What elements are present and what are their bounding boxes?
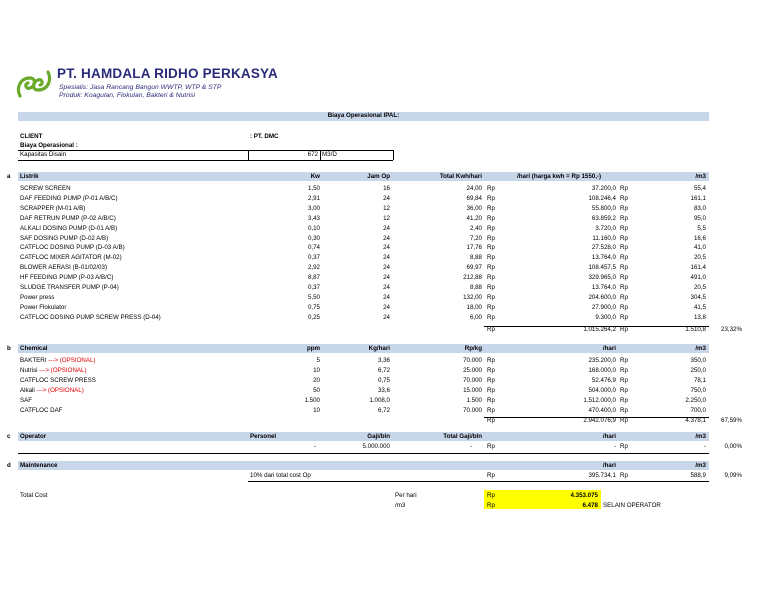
m3-value: 750,0 xyxy=(690,387,706,394)
kapasitas-value: 672 xyxy=(307,151,318,158)
optional-tag: ---> (OPSIONAL) xyxy=(46,357,96,364)
item-name: CATFLOC MIXER AGITATOR (M-02) xyxy=(20,254,122,262)
page-title: Biaya Operasional IPAL: xyxy=(327,112,400,119)
client-value: : PT. DMC xyxy=(250,133,279,140)
rp-label: Rp xyxy=(487,234,495,242)
b-hari-header: /hari xyxy=(602,345,616,352)
item-name: DAF RETRUN PUMP (P-02 A/B/C) xyxy=(20,214,116,222)
m3-value: 491,0 xyxy=(690,274,706,282)
rp-label: Rp xyxy=(620,234,628,242)
rp-label: Rp xyxy=(487,284,495,291)
optional-tag: ---> (OPSIONAL) xyxy=(37,367,87,374)
rp-label: Rp xyxy=(620,254,628,262)
hari-value: 52.476,9 xyxy=(591,377,616,384)
hari-value: 9.300,0 xyxy=(595,313,616,321)
optional-tag: ---> (OPSIONAL) xyxy=(34,387,84,394)
rp-label: Rp xyxy=(487,185,495,192)
per-m3-label: /m3 xyxy=(395,502,406,509)
rp-kg-value: 1.500 xyxy=(466,397,482,404)
item-name: Power press xyxy=(20,293,55,301)
section-letter-c: c xyxy=(7,433,11,440)
company-tagline-1: Spesialis: Jasa Rancang Bangun WWTP, WTP & STP xyxy=(59,84,222,91)
total-kwh-value: 36,00 xyxy=(466,204,482,212)
chemical-header: Chemical xyxy=(20,345,48,352)
rp-label: Rp xyxy=(487,377,495,384)
rp-label: Rp xyxy=(620,357,628,364)
m3-value: 250,0 xyxy=(690,367,706,374)
ppm-value: 20 xyxy=(313,377,320,384)
jam-op-value: 12 xyxy=(383,214,390,222)
rp-label: Rp xyxy=(620,407,628,414)
kw-value: 0,10 xyxy=(307,224,320,232)
rp-label: Rp xyxy=(620,185,628,192)
kapasitas-label: Kapasitas Disain xyxy=(20,151,67,158)
total-kwh-value: 132,00 xyxy=(463,293,482,301)
jam-op-header: Jam Op xyxy=(367,173,390,180)
total-kwh-value: 69,84 xyxy=(466,194,482,202)
item-name: DAF FEEDING PUMP (P-01 A/B/C) xyxy=(20,194,118,202)
rp-kg-value: 70.000 xyxy=(463,407,482,414)
hari-value: 395.734,1 xyxy=(588,472,616,479)
kw-value: 1,50 xyxy=(307,185,320,192)
kg-hari-value: 3,36 xyxy=(377,357,390,364)
m3-header: /m3 xyxy=(695,173,706,180)
kw-value: 8,87 xyxy=(307,274,320,282)
m3-value: 5,5 xyxy=(697,224,706,232)
hari-value: 11.160,0 xyxy=(592,234,616,242)
item-name: SCRAPPER (M-01 A/B) xyxy=(20,204,86,212)
rp-label: Rp xyxy=(620,472,628,479)
m3-value: 2.250,0 xyxy=(685,397,706,404)
personel-value: - xyxy=(313,443,316,450)
d-hari-header: /hari xyxy=(602,462,616,469)
rp-kg-header: Rp/kg xyxy=(464,345,482,352)
company-tagline-2: Produk: Koagulan, Flokulan, Bakteri & Nutrisi xyxy=(59,92,196,99)
kg-hari-header: Kg/hari xyxy=(368,345,390,352)
total-kwh-value: 69,97 xyxy=(466,264,482,272)
rp-label: Rp xyxy=(620,367,628,374)
jam-op-value: 24 xyxy=(383,234,390,242)
per-hari-label: Per hari xyxy=(395,492,417,499)
kw-header: Kw xyxy=(310,173,320,180)
rp-label: Rp xyxy=(487,313,495,321)
rp-label: Rp xyxy=(487,194,495,202)
m3-value: 20,5 xyxy=(693,254,706,262)
kapasitas-unit: M3/D xyxy=(322,151,337,158)
total-per-m3-value: 6.478 xyxy=(582,502,598,509)
jam-op-value: 12 xyxy=(383,204,390,212)
total-kwh-value: 24,00 xyxy=(466,185,482,192)
selain-operator-note: SELAIN OPERATOR xyxy=(603,502,661,509)
kg-hari-value: 1.008,0 xyxy=(369,397,390,404)
total-kwh-header: Total Kwh/hari xyxy=(439,173,482,180)
rp-label: Rp xyxy=(487,274,495,282)
kw-value: 3,00 xyxy=(307,204,320,212)
hari-value: 27.900,0 xyxy=(591,303,616,311)
rp-label: Rp xyxy=(487,443,495,450)
ppm-header: ppm xyxy=(306,345,320,352)
client-label: CLIENT xyxy=(20,133,43,140)
hari-value: 1.512.000,0 xyxy=(583,397,616,404)
rp-kg-value: 25.000 xyxy=(463,367,482,374)
total-kwh-value: 8,88 xyxy=(469,284,482,291)
kw-value: 0,37 xyxy=(307,254,320,262)
rp-label: Rp xyxy=(487,472,495,479)
kw-value: 3,43 xyxy=(307,214,320,222)
rp-label: Rp xyxy=(620,204,628,212)
rp-label: Rp xyxy=(487,326,495,333)
section-letter-a: a xyxy=(7,173,11,180)
maintenance-note: 10% dari total cost Op xyxy=(250,472,311,479)
m3-value: 16,6 xyxy=(693,234,706,242)
item-name: BAKTERI ---> (OPSIONAL) xyxy=(20,357,96,364)
jam-op-value: 24 xyxy=(383,254,390,262)
total-rp-2: Rp xyxy=(487,502,495,509)
item-name: SAF xyxy=(20,397,33,404)
m3-value: 350,0 xyxy=(690,357,706,364)
rp-label: Rp xyxy=(487,357,495,364)
rp-label: Rp xyxy=(620,303,628,311)
personel-header: Personel xyxy=(250,433,277,440)
m3-value: 588,9 xyxy=(690,472,706,479)
hari-value: 470.400,0 xyxy=(588,407,616,414)
total-hari-value: 1.015.264,2 xyxy=(583,326,616,333)
biaya-label: Biaya Operasional : xyxy=(20,142,78,149)
rp-label: Rp xyxy=(620,244,628,252)
kg-hari-value: 6,72 xyxy=(377,367,390,374)
item-name: HF FEEDING PUMP (P-03 A/B/C) xyxy=(20,274,114,282)
total-kwh-value: 18,00 xyxy=(466,303,482,311)
hari-value: 27.528,0 xyxy=(591,244,616,252)
jam-op-value: 24 xyxy=(383,264,390,272)
rp-label: Rp xyxy=(487,397,495,404)
ppm-value: 1.500 xyxy=(304,397,320,404)
rp-label: Rp xyxy=(487,214,495,222)
total-kwh-value: 2,40 xyxy=(469,224,482,232)
kw-value: 2,92 xyxy=(307,264,320,272)
hari-value: 235.200,0 xyxy=(588,357,616,364)
total-cost-label: Total Cost xyxy=(20,492,48,499)
jam-op-value: 16 xyxy=(383,185,390,192)
operator-header: Operator xyxy=(20,433,47,440)
m3-value: - xyxy=(703,443,706,450)
item-name: Alkali ---> (OPSIONAL) xyxy=(20,387,84,394)
jam-op-value: 24 xyxy=(383,274,390,282)
rp-kg-value: 70.000 xyxy=(463,377,482,384)
hari-value: 13.764,0 xyxy=(591,284,616,291)
m3-value: 161,1 xyxy=(690,194,706,202)
c-m3-header: /m3 xyxy=(695,433,706,440)
kw-value: 2,91 xyxy=(307,194,320,202)
rp-kg-value: 70.000 xyxy=(463,357,482,364)
total-kwh-value: 6,00 xyxy=(469,313,482,321)
kw-value: 0,30 xyxy=(307,234,320,242)
rp-label: Rp xyxy=(487,264,495,272)
item-name: SAF DOSING PUMP (D-02 A/B) xyxy=(20,234,109,242)
kw-value: 0,25 xyxy=(307,313,320,321)
hari-value: 63.859,2 xyxy=(591,214,616,222)
hari-value: 204.600,0 xyxy=(588,293,616,301)
kw-value: 0,74 xyxy=(307,244,320,252)
item-name: BLOWER AERASI (B-01/02/03) xyxy=(20,264,108,272)
total-m3-value: 4.378,1 xyxy=(685,417,706,424)
gaji-bln-header: Gaji/bln xyxy=(367,433,390,440)
rp-label: Rp xyxy=(620,387,628,394)
m3-value: 83,0 xyxy=(693,204,706,212)
item-name: CATFLOC DOSING PUMP (D-03 A/B) xyxy=(20,244,125,252)
kw-value: 0,37 xyxy=(307,284,320,291)
total-gaji-value: - xyxy=(469,443,472,450)
hari-value: 329.965,0 xyxy=(588,274,616,282)
listrik-header: Listrik xyxy=(20,173,39,180)
rp-label: Rp xyxy=(620,417,628,424)
rp-label: Rp xyxy=(620,313,628,321)
total-kwh-value: 17,76 xyxy=(466,244,482,252)
m3-value: 161,4 xyxy=(690,264,706,272)
jam-op-value: 24 xyxy=(383,284,390,291)
percentage-value: 67,59% xyxy=(721,417,742,424)
m3-value: 304,5 xyxy=(690,293,706,301)
item-name: ALKALI DOSING PUMP (D-01 A/B) xyxy=(20,224,118,232)
jam-op-value: 24 xyxy=(383,313,390,321)
rp-label: Rp xyxy=(620,274,628,282)
total-kwh-value: 41,20 xyxy=(466,214,482,222)
section-letter-b: b xyxy=(7,345,11,352)
kg-hari-value: 6,72 xyxy=(377,407,390,414)
rp-label: Rp xyxy=(620,397,628,404)
hari-value: 108.457,5 xyxy=(588,264,616,272)
rp-label: Rp xyxy=(620,194,628,202)
total-rp-1: Rp xyxy=(487,492,495,499)
rp-label: Rp xyxy=(487,204,495,212)
hari-value: 13.764,0 xyxy=(591,254,616,262)
jam-op-value: 24 xyxy=(383,293,390,301)
item-name: CATFLOC DAF xyxy=(20,407,63,414)
rp-label: Rp xyxy=(620,224,628,232)
ppm-value: 50 xyxy=(313,387,320,394)
m3-value: 95,0 xyxy=(693,214,706,222)
rp-label: Rp xyxy=(620,264,628,272)
rp-label: Rp xyxy=(487,244,495,252)
kg-hari-value: 33,6 xyxy=(377,387,390,394)
ppm-value: 10 xyxy=(313,407,320,414)
kg-hari-value: 0,75 xyxy=(377,377,390,384)
item-name: CATFLOC SCREW PRESS xyxy=(20,377,96,384)
rp-label: Rp xyxy=(487,303,495,311)
rp-label: Rp xyxy=(487,417,495,424)
total-gaji-header: Total Gaji/bln xyxy=(443,433,482,440)
rp-label: Rp xyxy=(487,367,495,374)
item-name: CATFLOC DOSING PUMP SCREW PRESS (D-04) xyxy=(20,313,161,321)
company-name: PT. HAMDALA RIDHO PERKASYA xyxy=(57,66,278,81)
total-kwh-value: 8,88 xyxy=(469,254,482,262)
m3-value: 13,8 xyxy=(693,313,706,321)
rp-label: Rp xyxy=(487,407,495,414)
rp-label: Rp xyxy=(620,284,628,291)
m3-value: 78,1 xyxy=(693,377,706,384)
company-logo xyxy=(14,66,54,102)
rp-label: Rp xyxy=(487,254,495,262)
section-letter-d: d xyxy=(7,462,11,469)
total-per-hari-value: 4.353.075 xyxy=(570,492,598,499)
rp-label: Rp xyxy=(620,214,628,222)
item-name: SLUDGE TRANSFER PUMP (P-04) xyxy=(20,284,119,291)
m3-value: 41,0 xyxy=(693,244,706,252)
m3-value: 41,5 xyxy=(693,303,706,311)
b-m3-header: /m3 xyxy=(695,345,706,352)
rp-label: Rp xyxy=(487,224,495,232)
gaji-value: 5.000.000 xyxy=(362,443,390,450)
item-name: SCREW SCREEN xyxy=(20,185,71,192)
hari-value: 504.000,0 xyxy=(588,387,616,394)
total-m3-value: 1.510,8 xyxy=(685,326,706,333)
kw-value: 0,75 xyxy=(307,303,320,311)
rp-label: Rp xyxy=(620,443,628,450)
item-name: Power Flokulator xyxy=(20,303,67,311)
total-kwh-value: 7,20 xyxy=(469,234,482,242)
hari-value: 37.200,0 xyxy=(591,185,616,192)
d-m3-header: /m3 xyxy=(695,462,706,469)
jam-op-value: 24 xyxy=(383,244,390,252)
item-name: Nutrisi ---> (OPSIONAL) xyxy=(20,367,87,374)
m3-value: 55,4 xyxy=(693,185,706,192)
rp-label: Rp xyxy=(620,377,628,384)
ppm-value: 10 xyxy=(313,367,320,374)
kw-value: 5,50 xyxy=(307,293,320,301)
m3-value: 20,5 xyxy=(693,284,706,291)
rp-label: Rp xyxy=(620,326,628,333)
total-hari-value: 2.942.076,9 xyxy=(583,417,616,424)
total-kwh-value: 212,88 xyxy=(463,274,482,282)
percentage-value: 9,09% xyxy=(724,472,742,479)
c-hari-header: /hari xyxy=(602,433,616,440)
percentage-value: 0,00% xyxy=(724,443,742,450)
percentage-value: 23,32% xyxy=(721,326,742,333)
hari-value: - xyxy=(613,443,616,450)
hari-value: 3.720,0 xyxy=(595,224,616,232)
jam-op-value: 24 xyxy=(383,224,390,232)
hari-value: 55.800,0 xyxy=(591,204,616,212)
rp-kg-value: 15.000 xyxy=(463,387,482,394)
ppm-value: 5 xyxy=(316,357,320,364)
jam-op-value: 24 xyxy=(383,194,390,202)
hari-value: 168.000,0 xyxy=(588,367,616,374)
rp-label: Rp xyxy=(487,293,495,301)
hari-value: 108.246,4 xyxy=(588,194,616,202)
rp-label: Rp xyxy=(620,293,628,301)
rp-label: Rp xyxy=(487,387,495,394)
m3-value: 700,0 xyxy=(690,407,706,414)
jam-op-value: 24 xyxy=(383,303,390,311)
hari-harga-header: /hari (harga kwh = Rp 1550,-) xyxy=(517,173,602,180)
maintenance-header: Maintenance xyxy=(20,462,58,469)
